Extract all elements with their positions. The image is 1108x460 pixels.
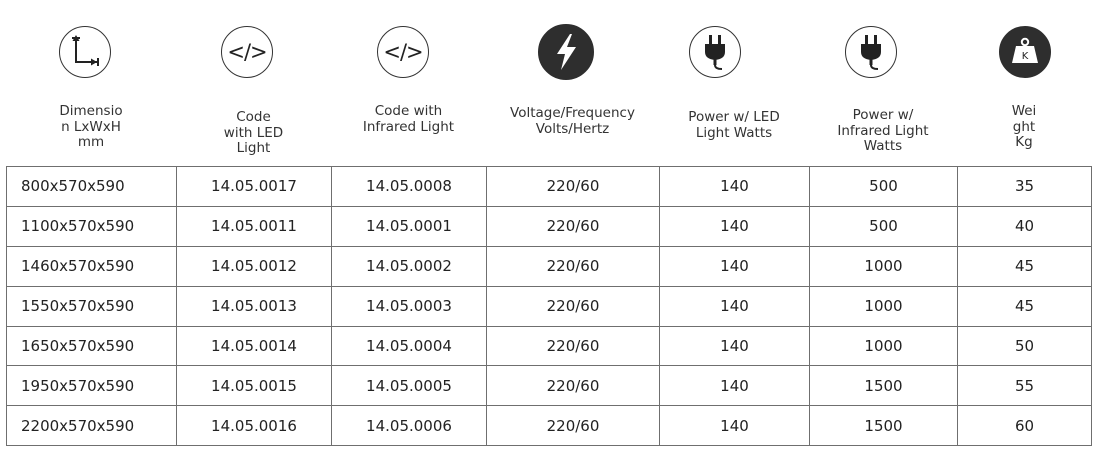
weight-cell: 60 bbox=[958, 406, 1092, 446]
power-infrared-cell: 1500 bbox=[810, 406, 958, 446]
code-brackets-icon bbox=[221, 26, 273, 78]
code-infrared-cell: 14.05.0003 bbox=[332, 286, 487, 326]
weight-cell: 35 bbox=[958, 167, 1092, 207]
table-row bbox=[7, 246, 1092, 286]
header-weight bbox=[957, 0, 1091, 166]
power-plug-icon bbox=[845, 26, 897, 78]
weight-cell: 40 bbox=[958, 206, 1092, 246]
code-infrared-cell: 14.05.0008 bbox=[332, 167, 487, 207]
header-power-led-label: Power w/ LED Light Watts bbox=[688, 109, 780, 141]
table-row bbox=[7, 167, 1092, 207]
table-row bbox=[7, 406, 1092, 446]
power-infrared-cell: 500 bbox=[810, 167, 958, 207]
table-row bbox=[7, 326, 1092, 366]
code-infrared-cell: 14.05.0004 bbox=[332, 326, 487, 366]
power-led-cell: 140 bbox=[660, 246, 810, 286]
header-weight-label: Wei ght Kg bbox=[1011, 103, 1037, 150]
power-infrared-cell: 1000 bbox=[810, 246, 958, 286]
power-infrared-cell: 1000 bbox=[810, 286, 958, 326]
power-led-cell: 140 bbox=[660, 406, 810, 446]
header-dimension bbox=[6, 0, 176, 166]
weight-cell: 45 bbox=[958, 246, 1092, 286]
weight-cell: 45 bbox=[958, 286, 1092, 326]
header-code-led-label: Code with LED Light bbox=[223, 109, 284, 156]
dimension-cell: 800x570x590 bbox=[7, 167, 177, 207]
code-brackets-icon bbox=[377, 26, 429, 78]
code-led-cell: 14.05.0013 bbox=[177, 286, 332, 326]
voltage-cell: 220/60 bbox=[487, 286, 660, 326]
table-row bbox=[7, 286, 1092, 326]
power-led-cell: 140 bbox=[660, 206, 810, 246]
spec-header bbox=[0, 0, 1108, 166]
dimension-axes-icon bbox=[59, 26, 111, 78]
code-led-cell: 14.05.0016 bbox=[177, 406, 332, 446]
code-led-cell: 14.05.0017 bbox=[177, 167, 332, 207]
power-led-cell: 140 bbox=[660, 366, 810, 406]
dimension-cell: 2200x570x590 bbox=[7, 406, 177, 446]
spec-table bbox=[6, 166, 1092, 446]
power-infrared-cell: 500 bbox=[810, 206, 958, 246]
code-led-cell: 14.05.0011 bbox=[177, 206, 332, 246]
header-power-infrared-label: Power w/ Infrared Light Watts bbox=[837, 107, 929, 154]
code-icon-text: </> bbox=[383, 40, 423, 64]
header-code-infrared-label: Code with Infrared Light bbox=[362, 103, 455, 135]
code-led-cell: 14.05.0012 bbox=[177, 246, 332, 286]
power-infrared-cell: 1500 bbox=[810, 366, 958, 406]
header-power-infrared bbox=[809, 0, 957, 166]
dimension-cell: 1550x570x590 bbox=[7, 286, 177, 326]
code-led-cell: 14.05.0015 bbox=[177, 366, 332, 406]
header-power-led bbox=[659, 0, 809, 166]
power-plug-icon bbox=[689, 26, 741, 78]
voltage-cell: 220/60 bbox=[487, 366, 660, 406]
code-infrared-cell: 14.05.0005 bbox=[332, 366, 487, 406]
voltage-cell: 220/60 bbox=[487, 246, 660, 286]
power-infrared-cell: 1000 bbox=[810, 326, 958, 366]
code-infrared-cell: 14.05.0001 bbox=[332, 206, 487, 246]
dimension-cell: 1100x570x590 bbox=[7, 206, 177, 246]
voltage-cell: 220/60 bbox=[487, 167, 660, 207]
weight-kg-icon bbox=[999, 26, 1051, 78]
header-voltage bbox=[486, 0, 659, 166]
power-led-cell: 140 bbox=[660, 167, 810, 207]
dimension-cell: 1950x570x590 bbox=[7, 366, 177, 406]
voltage-cell: 220/60 bbox=[487, 206, 660, 246]
code-led-cell: 14.05.0014 bbox=[177, 326, 332, 366]
power-led-cell: 140 bbox=[660, 326, 810, 366]
header-code-infrared bbox=[331, 0, 486, 166]
code-infrared-cell: 14.05.0006 bbox=[332, 406, 487, 446]
voltage-cell: 220/60 bbox=[487, 406, 660, 446]
power-led-cell: 140 bbox=[660, 286, 810, 326]
dimension-cell: 1650x570x590 bbox=[7, 326, 177, 366]
weight-cell: 50 bbox=[958, 326, 1092, 366]
header-voltage-label: Voltage/Frequency Volts/Hertz bbox=[510, 105, 635, 137]
header-dimension-label: Dimensio n LxWxH mm bbox=[59, 103, 123, 150]
weight-cell: 55 bbox=[958, 366, 1092, 406]
weight-icon-letter: K bbox=[1021, 51, 1029, 62]
code-infrared-cell: 14.05.0002 bbox=[332, 246, 487, 286]
table-row bbox=[7, 206, 1092, 246]
table-row bbox=[7, 366, 1092, 406]
voltage-cell: 220/60 bbox=[487, 326, 660, 366]
header-code-led bbox=[176, 0, 331, 166]
lightning-bolt-icon bbox=[538, 24, 594, 80]
code-icon-text: </> bbox=[227, 40, 267, 64]
dimension-cell: 1460x570x590 bbox=[7, 246, 177, 286]
